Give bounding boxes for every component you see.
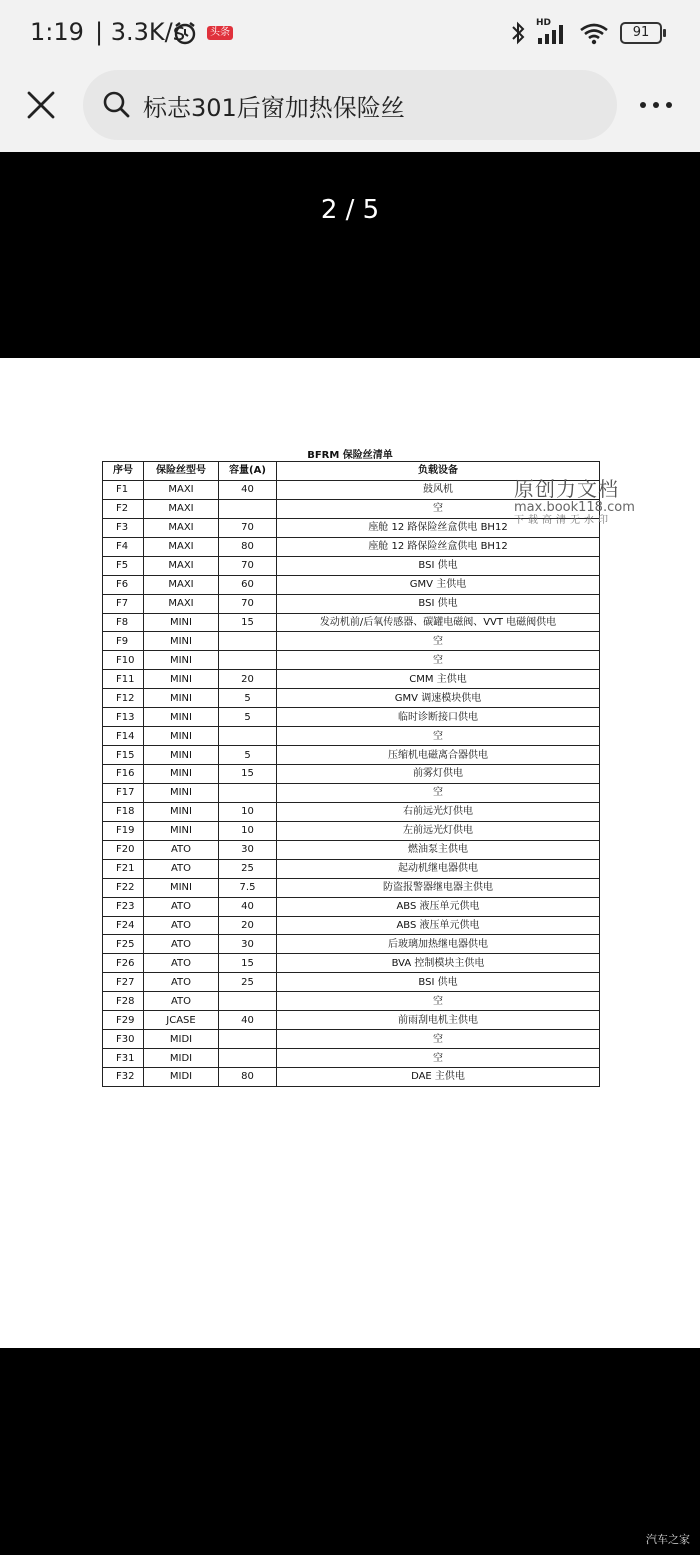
fuse-number-cell: F21	[103, 859, 144, 878]
load-device-cell: BSI 供电	[277, 556, 600, 575]
fuse-capacity-cell	[219, 651, 277, 670]
fuse-type-cell: ATO	[144, 859, 219, 878]
load-device-cell: 空	[277, 632, 600, 651]
fuse-capacity-cell: 70	[219, 556, 277, 575]
fuse-capacity-cell: 20	[219, 916, 277, 935]
fuse-capacity-cell: 10	[219, 802, 277, 821]
load-device-cell: BSI 供电	[277, 973, 600, 992]
table-row	[103, 594, 600, 613]
fuse-capacity-cell: 10	[219, 821, 277, 840]
table-row	[103, 727, 600, 746]
fuse-number-cell: F24	[103, 916, 144, 935]
load-device-cell: GMV 调速模块供电	[277, 689, 600, 708]
load-device-cell: 发动机前/后氧传感器、碳罐电磁阀、VVT 电磁阀供电	[277, 613, 600, 632]
fuse-number-cell: F3	[103, 518, 144, 537]
fuse-capacity-cell: 80	[219, 537, 277, 556]
fuse-type-cell: ATO	[144, 935, 219, 954]
load-device-cell: 空	[277, 1030, 600, 1049]
fuse-capacity-cell: 15	[219, 613, 277, 632]
table-row	[103, 746, 600, 765]
fuse-capacity-cell	[219, 632, 277, 651]
fuse-type-cell: MINI	[144, 802, 219, 821]
fuse-capacity-cell: 25	[219, 859, 277, 878]
table-row	[103, 992, 600, 1011]
load-device-cell: 起动机继电器供电	[277, 859, 600, 878]
load-device-cell: ABS 液压单元供电	[277, 897, 600, 916]
fuse-capacity-cell	[219, 499, 277, 518]
table-row	[103, 556, 600, 575]
wifi-icon	[578, 20, 610, 46]
fuse-number-cell: F27	[103, 973, 144, 992]
table-row	[103, 878, 600, 897]
fuse-number-cell: F2	[103, 499, 144, 518]
fuse-type-cell: MINI	[144, 746, 219, 765]
fuse-capacity-cell: 15	[219, 765, 277, 784]
load-device-cell: 右前远光灯供电	[277, 802, 600, 821]
fuse-type-cell: MAXI	[144, 575, 219, 594]
table-row	[103, 670, 600, 689]
fuse-type-cell: MINI	[144, 783, 219, 802]
fuse-type-cell: ATO	[144, 992, 219, 1011]
fuse-number-cell: F22	[103, 878, 144, 897]
fuse-capacity-cell	[219, 727, 277, 746]
watermark	[514, 478, 634, 527]
fuse-capacity-cell: 70	[219, 594, 277, 613]
fuse-number-cell: F31	[103, 1049, 144, 1068]
cellular-signal-icon	[536, 20, 568, 46]
table-row	[103, 1068, 600, 1087]
bluetooth-icon	[510, 20, 526, 46]
table-row	[103, 802, 600, 821]
fuse-type-cell: MINI	[144, 821, 219, 840]
fuse-type-cell: MIDI	[144, 1030, 219, 1049]
fuse-capacity-cell: 25	[219, 973, 277, 992]
load-device-cell: CMM 主供电	[277, 670, 600, 689]
fuse-type-cell: JCASE	[144, 1011, 219, 1030]
table-row	[103, 689, 600, 708]
fuse-type-cell: MINI	[144, 727, 219, 746]
fuse-number-cell: F29	[103, 1011, 144, 1030]
fuse-type-cell: MINI	[144, 670, 219, 689]
fuse-type-cell: MINI	[144, 613, 219, 632]
table-row	[103, 973, 600, 992]
fuse-type-cell: ATO	[144, 916, 219, 935]
fuse-capacity-cell: 70	[219, 518, 277, 537]
document-page[interactable]	[0, 358, 700, 1348]
table-row	[103, 708, 600, 727]
fuse-number-cell: F1	[103, 480, 144, 499]
fuse-capacity-cell: 7.5	[219, 878, 277, 897]
fuse-number-cell: F7	[103, 594, 144, 613]
status-time: 1:19	[30, 18, 84, 46]
table-body	[103, 480, 600, 1086]
fuse-number-cell: F15	[103, 746, 144, 765]
fuse-type-cell: MINI	[144, 765, 219, 784]
fuse-number-cell: F10	[103, 651, 144, 670]
fuse-type-cell: MINI	[144, 632, 219, 651]
fuse-number-cell: F14	[103, 727, 144, 746]
load-device-cell: 临时诊断接口供电	[277, 708, 600, 727]
fuse-capacity-cell	[219, 992, 277, 1011]
table-row	[103, 1030, 600, 1049]
fuse-number-cell: F9	[103, 632, 144, 651]
fuse-type-cell: MAXI	[144, 556, 219, 575]
fuse-type-cell: ATO	[144, 954, 219, 973]
fuse-capacity-cell	[219, 1049, 277, 1068]
fuse-type-cell: MINI	[144, 708, 219, 727]
fuse-type-cell: MINI	[144, 651, 219, 670]
load-device-cell: 压缩机电磁离合器供电	[277, 746, 600, 765]
column-header: 容量(A)	[219, 462, 277, 481]
fuse-capacity-cell: 40	[219, 1011, 277, 1030]
fuse-type-cell: MAXI	[144, 518, 219, 537]
fuse-number-cell: F23	[103, 897, 144, 916]
load-device-cell: 座舱 12 路保险丝盒供电 BH12	[277, 537, 600, 556]
load-device-cell: 燃油泵主供电	[277, 840, 600, 859]
table-row	[103, 897, 600, 916]
fuse-capacity-cell	[219, 1030, 277, 1049]
network-type-label: HD	[536, 18, 552, 28]
table-row	[103, 821, 600, 840]
watermark-tagline: 下载高清无水印	[514, 515, 612, 526]
search-header	[0, 66, 700, 152]
load-device-cell: 后玻璃加热继电器供电	[277, 935, 600, 954]
fuse-capacity-cell: 30	[219, 935, 277, 954]
status-icons	[510, 18, 662, 48]
fuse-capacity-cell: 5	[219, 708, 277, 727]
load-device-cell: 前雾灯供电	[277, 765, 600, 784]
more-options-icon[interactable]	[638, 94, 674, 116]
table-row	[103, 954, 600, 973]
fuse-number-cell: F19	[103, 821, 144, 840]
fuse-capacity-cell: 5	[219, 689, 277, 708]
watermark-name: 原创力文档	[514, 477, 619, 501]
fuse-number-cell: F32	[103, 1068, 144, 1087]
load-device-cell: 空	[277, 727, 600, 746]
table-row	[103, 765, 600, 784]
table-row	[103, 1011, 600, 1030]
fuse-number-cell: F12	[103, 689, 144, 708]
table-row	[103, 613, 600, 632]
fuse-capacity-cell: 40	[219, 897, 277, 916]
fuse-number-cell: F25	[103, 935, 144, 954]
fuse-capacity-cell: 5	[219, 746, 277, 765]
table-row	[103, 840, 600, 859]
fuse-type-cell: MIDI	[144, 1049, 219, 1068]
table-row	[103, 935, 600, 954]
load-device-cell: 鼓风机	[277, 480, 600, 499]
fuse-number-cell: F11	[103, 670, 144, 689]
fuse-type-cell: MIDI	[144, 1068, 219, 1087]
load-device-cell: ABS 液压单元供电	[277, 916, 600, 935]
search-query[interactable]: 标志301后窗加热保险丝	[143, 94, 405, 122]
load-device-cell: 空	[277, 783, 600, 802]
load-device-cell: 座舱 12 路保险丝盒供电 BH12	[277, 518, 600, 537]
fuse-type-cell: MAXI	[144, 499, 219, 518]
document-title: BFRM 保险丝清单	[307, 450, 393, 461]
fuse-type-cell: MINI	[144, 878, 219, 897]
fuse-number-cell: F20	[103, 840, 144, 859]
load-device-cell: 空	[277, 651, 600, 670]
table-row	[103, 537, 600, 556]
fuse-type-cell: MAXI	[144, 594, 219, 613]
fuse-number-cell: F28	[103, 992, 144, 1011]
table-row	[103, 1049, 600, 1068]
battery-indicator: 91	[620, 22, 662, 44]
watermark-url: max.book118.com	[514, 500, 635, 515]
load-device-cell: BVA 控制模块主供电	[277, 954, 600, 973]
table-row	[103, 651, 600, 670]
news-app-badge: 头条	[207, 26, 233, 40]
fuse-number-cell: F26	[103, 954, 144, 973]
fuse-capacity-cell: 30	[219, 840, 277, 859]
status-bar	[0, 0, 700, 66]
fuse-number-cell: F16	[103, 765, 144, 784]
alarm-clock-icon	[172, 20, 198, 46]
column-header: 序号	[103, 462, 144, 481]
fuse-list-table	[102, 461, 600, 1087]
fuse-capacity-cell: 20	[219, 670, 277, 689]
fuse-capacity-cell: 60	[219, 575, 277, 594]
load-device-cell: 左前远光灯供电	[277, 821, 600, 840]
network-speed: | 3.3K/s	[95, 18, 186, 46]
fuse-number-cell: F13	[103, 708, 144, 727]
fuse-type-cell: MAXI	[144, 480, 219, 499]
fuse-type-cell: MAXI	[144, 537, 219, 556]
close-icon[interactable]	[26, 90, 56, 120]
load-device-cell: BSI 供电	[277, 594, 600, 613]
fuse-type-cell: ATO	[144, 897, 219, 916]
fuse-number-cell: F8	[103, 613, 144, 632]
fuse-capacity-cell	[219, 783, 277, 802]
table-row	[103, 575, 600, 594]
fuse-number-cell: F30	[103, 1030, 144, 1049]
load-device-cell: 空	[277, 499, 600, 518]
fuse-number-cell: F18	[103, 802, 144, 821]
load-device-cell: 空	[277, 1049, 600, 1068]
table-row	[103, 916, 600, 935]
table-row	[103, 783, 600, 802]
fuse-number-cell: F4	[103, 537, 144, 556]
fuse-type-cell: ATO	[144, 840, 219, 859]
column-header: 负载设备	[277, 462, 600, 481]
load-device-cell: DAE 主供电	[277, 1068, 600, 1087]
search-bar[interactable]	[83, 70, 617, 140]
column-header: 保险丝型号	[144, 462, 219, 481]
fuse-capacity-cell: 40	[219, 480, 277, 499]
load-device-cell: 前雨刮电机主供电	[277, 1011, 600, 1030]
page-indicator: 2 / 5	[320, 195, 380, 225]
load-device-cell: GMV 主供电	[277, 575, 600, 594]
table-row	[103, 632, 600, 651]
fuse-number-cell: F5	[103, 556, 144, 575]
source-brand: 汽车之家	[646, 1533, 690, 1546]
fuse-number-cell: F6	[103, 575, 144, 594]
fuse-number-cell: F17	[103, 783, 144, 802]
fuse-capacity-cell: 15	[219, 954, 277, 973]
fuse-type-cell: ATO	[144, 973, 219, 992]
load-device-cell: 防盗报警器继电器主供电	[277, 878, 600, 897]
table-row	[103, 859, 600, 878]
load-device-cell: 空	[277, 992, 600, 1011]
fuse-type-cell: MINI	[144, 689, 219, 708]
search-icon	[101, 89, 131, 119]
fuse-capacity-cell: 80	[219, 1068, 277, 1087]
